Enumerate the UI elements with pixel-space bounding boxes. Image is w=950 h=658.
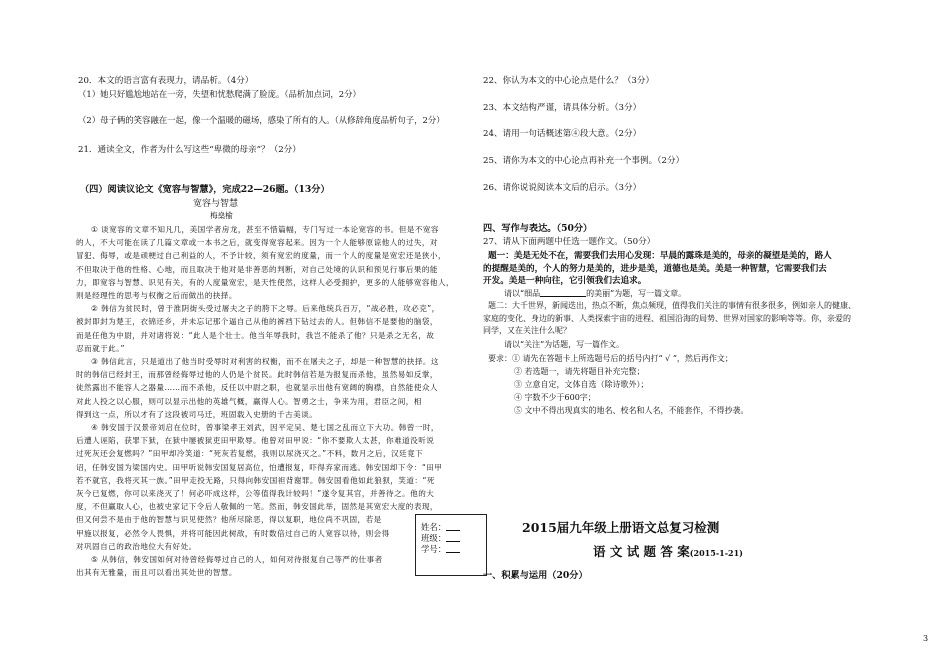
requirement-3: ③ 立意自定，文体自选（除诗歌外）； [514, 380, 649, 389]
title-blank[interactable] [540, 288, 586, 297]
essay-line: ① 谈宽容的文章不知凡几，美国学者房龙，甚至不惜篇幅，专门写过一本论宽容的书。但是不宽容 [91, 225, 439, 234]
question-23: 23、本文结构严谨，请具体分析。（3分） [483, 103, 642, 113]
class-field[interactable]: 班级： [421, 533, 460, 543]
essay-line: 对此人投之以心服，则可以显示出他的英雄气概，赢得人心。智勇之士，争来为用，君臣之间，相 [76, 396, 422, 406]
student-id-field[interactable]: 学号： [421, 544, 460, 554]
requirement-4: ④ 字数不少于600字； [514, 393, 596, 402]
topic-2-line: 题二：大千世界，新闻迭出，热点不断，焦点频现，值得我们关注的事情有很多很多，例如亲人的健康、 [488, 301, 856, 310]
essay-line: 徒然露出不能容人之器量……而不杀他，反任以中尉之职，也就显示出他有宽阔的胸襟，自然能使众人 [76, 383, 438, 393]
topic-1-line: 的提醒是美的，个人的努力是美的，进步是美，道德也是美。美是一种智慧，它需要我们去 [483, 263, 827, 274]
requirement-5: ⑤ 文中不得出现真实的地名、校名和人名，不能套作，不得抄袭。 [514, 406, 749, 415]
essay-line: 甲施以报复，必然令人畏惧，并将可能因此树敌，有时数倍过自己的人宽容以待，则会得 [76, 528, 390, 538]
question-24: 24、请用一句话概述第④段大意。（2分） [483, 129, 642, 139]
essay-line: 过死灰还会复燃吗？”田甲却冷笑道：“死灰若复燃，我则以尿浇灭之。”不料，数月之后，汉廷竟下 [76, 449, 424, 459]
name-field[interactable]: 姓名： [421, 522, 460, 532]
essay-line: 得到这一点，所以才有了这段被司马迁，班固载入史册的千古美谈。 [76, 409, 318, 419]
question-20-part-2: （2）母子俩的笑容融在一起，像一个温暖的磁场，感染了所有的人。（从修辞角度品析句子，2分） [78, 115, 445, 125]
essay-line: ⑤ 从韩信，韩安国如何对待曾经侮辱过自己的人，如何对待报复自己等严的仕事者 [91, 555, 383, 564]
essay-line: 对巩固自己的政治地位大有好处。 [76, 541, 197, 551]
requirement-1: 要求：① 请先在答题卡上所选题号后的括号内打“ √ ”，然后再作文； [488, 354, 733, 363]
page-number: 3 [923, 634, 929, 643]
essay-line: 忍而就于此。” [76, 343, 125, 353]
essay-line: ④ 韩安国于汉景帝刘启在位时，曾事梁孝王刘武，因平定吴、楚七国之乱而立下大功。韩曾一时， [91, 423, 439, 432]
essay-line: 若不就官，我将灭其一族。”田甲走投无路，只得向韩安国袒背谢罪。韩安国看他如此狼狈，笑道：“死 [76, 475, 435, 485]
essay-line: 出其有无雅量，而且可以看出其处世的智慧。 [76, 568, 237, 578]
question-20: 20．本文的语言富有表现力，请品析。（4分） [78, 76, 254, 86]
question-25: 25、请你为本文的中心论点再补充一个事例。（2分） [483, 156, 685, 166]
student-info-box [415, 514, 487, 576]
essay-line: ③ 韩信此言，只是道出了他当时受辱时对利害的权衡，而不在屠夫之子，却是一种智慧的抉择。这 [91, 357, 439, 366]
requirement-2: ② 若选题一，请先将题目补充完整； [514, 367, 645, 376]
essay-line: 后遭人诬陷，获罪下狱，在狱中屡被狱吏田甲欺辱。他曾对田甲说：“你不要欺人太甚，你难道没听说 [76, 436, 435, 446]
essay-line: 而是任他为中尉，并对诸将说：“此人是个壮士。他当年辱我时，我岂不能杀了他？只是杀之无名，故 [76, 330, 435, 340]
essay-line: 度，不但赢取人心，也被史家记下令后人敬佩的一笔。然而，韩安国此举，固然是其宽宏大度的表现， [76, 502, 438, 512]
question-27: 27、请从下面两题中任选一题作文。（50分） [483, 237, 656, 247]
topic-2-line: 同学，又在关注什么呢？ [483, 326, 571, 335]
topic-2-task: 请以“关注”为话题，写一篇作文。 [504, 340, 625, 349]
essay-line: 冒犯、侮辱，或是顽梗过自己利益的人，不予计较，须有宽宏的度量，而一个人的度量是宽宏还是狭小， [76, 251, 447, 261]
topic-1-line: 开发。美是一种向往，它引领我们去追求。 [483, 276, 647, 286]
question-20-part-1: （1）她只好尴尬地站在一旁，失望和忧愁爬满了脸庞。（品析加点词，2分） [78, 89, 361, 99]
essay-line: ② 韩信为贫民时，曾于淮阴街头受过屠夫之子的胯下之辱。后来他统兵百万，“战必胜，攻必克”， [91, 304, 440, 314]
answers-subtitle: 语 文 试 题 答 案(2015-1-21) [593, 544, 743, 559]
topic-1-task: 请以“细品 的美丽”为题，写一篇文章。 [504, 289, 687, 298]
essay-line: 被封即封为楚王，衣锦还乡，并未忘记那个逼自己从他的裤裆下钻过去的人。但韩信不是要他的脑袋， [76, 317, 438, 327]
essay-line: 诏，任韩安国为梁国内史。田甲听说韩安国复居高位，怕遭报复，吓得弃家而逃。韩安国却下令：“田甲 [76, 462, 443, 472]
essay-line: 的人，不大可能在读了几篇文章或一本书之后，就变得宽容起来。因为一个人能够原谅他人的过失，对 [76, 238, 438, 248]
writing-section-heading: 四、写作与表达。（50分） [483, 223, 593, 234]
section-4-heading: （四）阅读议论文《宽容与智慧》，完成22—26题。（13分） [80, 184, 330, 195]
topic-1-line: 题一：美是无处不在，需要我们去用心发现：早晨的露珠是美的，母亲的凝望是美的，路人 [488, 251, 832, 261]
essay-title: 宽容与智慧 [193, 199, 239, 209]
answers-title: 2015届九年级上册语文总复习检测 [522, 520, 720, 535]
essay-line: 不但取决于他的性格、心地，而且取决于他对是非善恶的判断，对自己处境的认识和预见行事后果的能 [76, 264, 438, 274]
essay-author: 梅燊榆 [210, 211, 233, 220]
essay-line: 力，即宽容与智慧、识见有关，有的人度量宽宏，是天性使然，这样人必受拥护，更多的人能够宽容他人， [76, 277, 455, 287]
question-26: 26、请你说说阅读本文后的启示。（3分） [483, 183, 642, 193]
question-22: 22、你认为本文的中心论点是什么？（3分） [483, 76, 655, 86]
essay-line: 则是经理性的思考与权衡之后而做出的抉择。 [76, 291, 237, 300]
answers-section-1: 一、积累与运用（20分） [483, 570, 588, 581]
essay-line: 时的韩信已经封王，而那曾经侮辱过他的人仍是个贫民。此时韩信若是为报复而杀他，虽然易如反掌， [76, 370, 438, 380]
essay-line: 灰今已复燃，你可以来浇灭了！何必吓成这样，公等值得我计较吗！”遂令复其官，并善待之。他的大 [76, 489, 435, 498]
essay-line: 但又何尝不是由于他的智慧与识见使然？他所尽除恶，得以复职，地位尚不巩固，若是 [76, 515, 382, 525]
question-21: 21．通读全文，作者为什么写这些“卑微的母亲”？（2分） [78, 145, 301, 155]
topic-2-line: 家庭的变化、身边的新事、人类探索宇宙的进程、祖国沿海的局势、世界对国家的影响等等。你，亲爱的 [483, 313, 851, 323]
